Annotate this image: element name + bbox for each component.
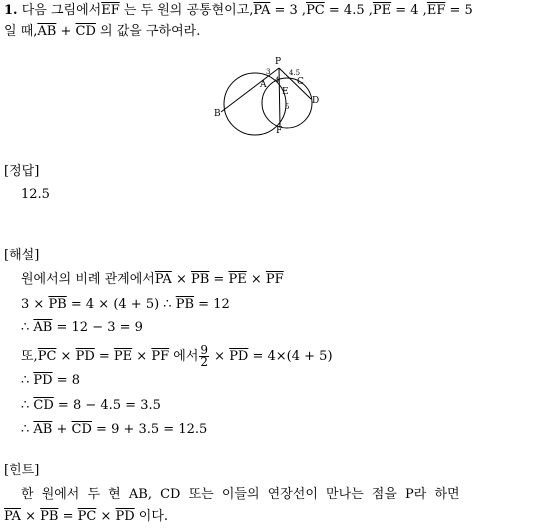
segment-PE: $\overline{PE}$: [372, 3, 392, 18]
length-PA: 3: [266, 68, 271, 76]
label-D: D: [312, 96, 320, 106]
answer-value: 12.5: [21, 187, 50, 202]
label-B: B: [214, 109, 221, 119]
hint-line-1: 한 원에서 두 현 AB, CD 또는 이들의 연장선이 만나는 점을 P라 하면: [21, 487, 460, 502]
hint-header: [힌트]: [4, 463, 40, 478]
length-PC: 4.5: [289, 69, 301, 77]
label-A: A: [260, 80, 267, 90]
segment-PA: $\overline{PA}$: [253, 3, 271, 18]
answer-header: [정답]: [4, 164, 40, 179]
segment-EF: $\overline{EF}$: [101, 3, 120, 18]
question-number: 1.: [4, 3, 18, 18]
label-F: F: [276, 126, 283, 136]
geometry-figure: [214, 54, 324, 138]
question-line-1: 1. 다음 그림에서$\overline{EF}$ 는 두 원의 공통현이고$,\overline{PA} = 3$ $,\overline{PC} = 4.5$ $,\overline{PE} = 4$ $,\overline{EF} = 5$: [4, 3, 473, 18]
solution-line-2: $3 \times \overline{PB} = 4 \times (4 + 5)$ ∴ $\overline{PB} = 12$: [21, 297, 230, 312]
label-E: E: [282, 87, 289, 97]
segment-AB: $\overline{AB}$: [37, 24, 57, 39]
segment-EF: $\overline{EF}$: [426, 3, 446, 18]
label-P: P: [275, 57, 282, 67]
solution-line-4: 또$,\overline{PC} \times \overline{PD} = \overline{PE} \times \overline{PF}$ 에서 $\frac{9}{2}$ × $\overline{PD} = 4\times(4 + 5)$: [21, 343, 333, 369]
hint-line-2: $\overline{PA} \times \overline{PB} = \overline{PC} \times \overline{PD}$ 이다.: [4, 509, 169, 524]
segment-CD: $\overline{CD}$: [75, 24, 96, 39]
length-PE: 4: [275, 76, 280, 84]
length-EF: 5: [285, 103, 290, 111]
solution-line-5: ∴ $\overline{PD} = 8$: [21, 373, 81, 388]
solution-line-6: ∴ $\overline{CD} = 8 - 4.5 = 3.5$: [21, 398, 161, 413]
question-text: 다음 그림에서: [21, 3, 102, 18]
fraction-9-2: $\frac{9}{2}$: [200, 343, 209, 369]
solution-line-1: 원에서의 비례 관계에서$\overline{PA} \times \overline{PB} = \overline{PE} \times \overline{PF}$: [21, 272, 284, 287]
question-line-2: 일 때$,\overline{AB} + \overline{CD}$ 의 값을 구하여라.: [4, 24, 201, 39]
solution-header: [해설]: [4, 248, 40, 263]
solution-line-3: ∴ $\overline{AB} = 12 - 3 = 9$: [21, 320, 143, 335]
label-C: C: [297, 77, 304, 87]
solution-line-7: ∴ $\overline{AB} + \overline{CD} = 9 + 3.5 = 12.5$: [21, 422, 208, 437]
segment-PC: $\overline{PC}$: [306, 3, 325, 18]
